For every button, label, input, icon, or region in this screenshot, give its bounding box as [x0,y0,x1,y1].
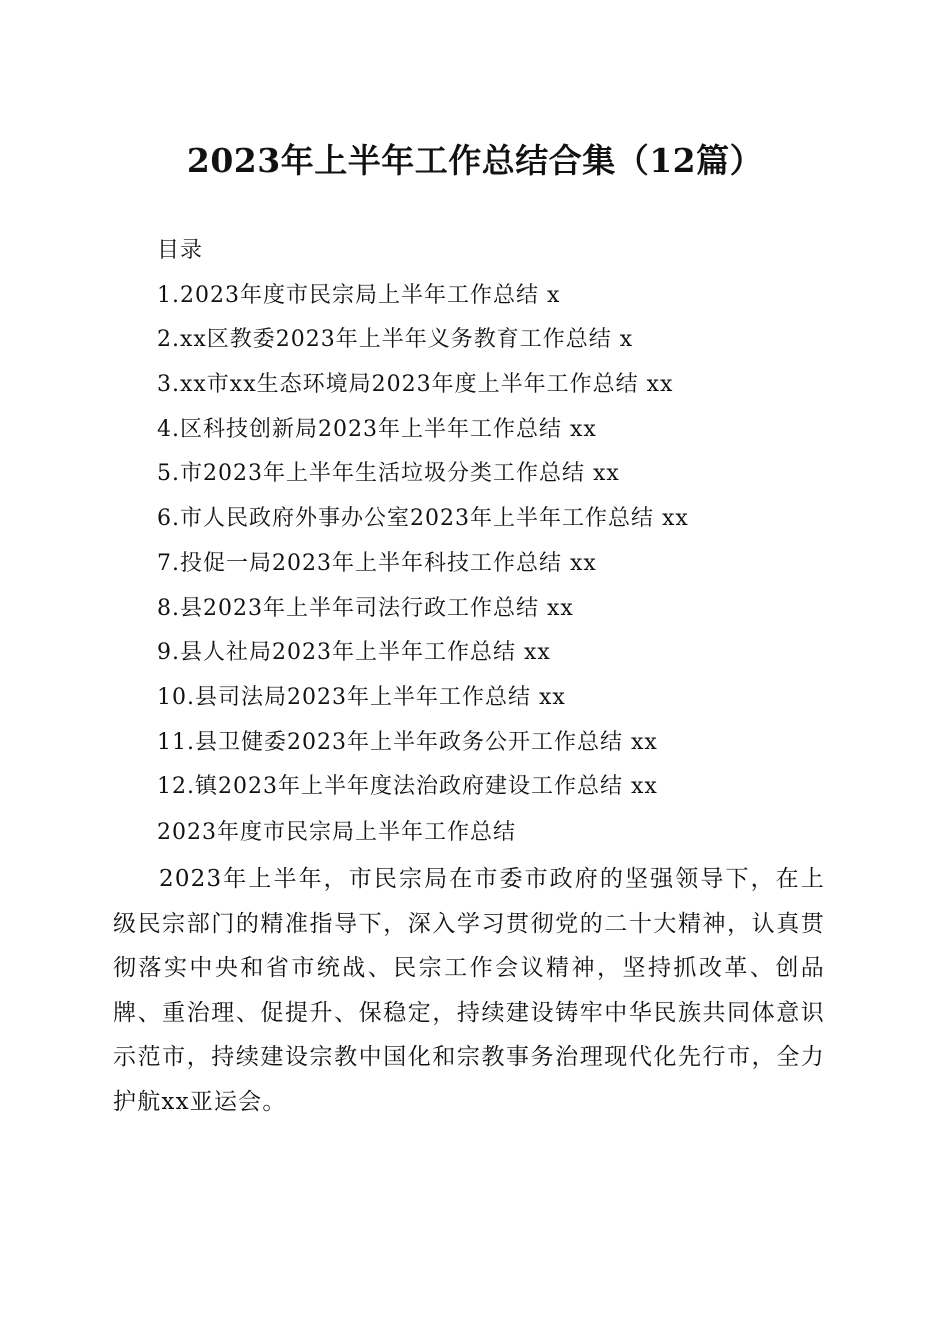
toc-item-8: 8.县2023年上半年司法行政工作总结 xx [157,595,574,621]
toc-item-3: 3.xx市xx生态环境局2023年度上半年工作总结 xx [157,372,674,398]
toc-item-4: 4.区科技创新局2023年上半年工作总结 xx [157,416,597,442]
toc-item-12: 12.镇2023年上半年度法治政府建设工作总结 xx [157,774,658,800]
document-title: 2023年上半年工作总结合集（12篇） [186,141,764,180]
toc-item-11: 11.县卫健委2023年上半年政务公开工作总结 xx [157,729,658,755]
section-heading: 2023年度市民宗局上半年工作总结 [157,820,516,845]
toc-heading: 目录 [157,238,204,263]
toc-item-5: 5.市2023年上半年生活垃圾分类工作总结 xx [157,461,620,487]
toc-item-2: 2.xx区教委2023年上半年义务教育工作总结 x [157,327,634,353]
body-paragraph: 2023年上半年，市民宗局在市委市政府的坚强领导下，在上级民宗部门的精准指导下，深入学习贯彻党的二十大精神，认真贯彻落实中央和省市统战、民宗工作会议精神，坚持抓改革、创品牌、重治理、促提升、保稳定，持续建设铸牢中华民族共同体意识示范市，持续建设宗教中国化和宗教事务治理现代化先行市，全力护航xx亚运会。 [113,866,825,1115]
toc-item-7: 7.投促一局2023年上半年科技工作总结 xx [157,550,597,576]
table-of-contents [157,229,837,810]
toc-item-6: 6.市人民政府外事办公室2023年上半年工作总结 xx [157,506,689,532]
toc-item-1: 1.2023年度市民宗局上半年工作总结 x [157,282,561,308]
toc-item-9: 9.县人社局2023年上半年工作总结 xx [157,640,551,666]
toc-item-10: 10.县司法局2023年上半年工作总结 xx [157,684,566,710]
